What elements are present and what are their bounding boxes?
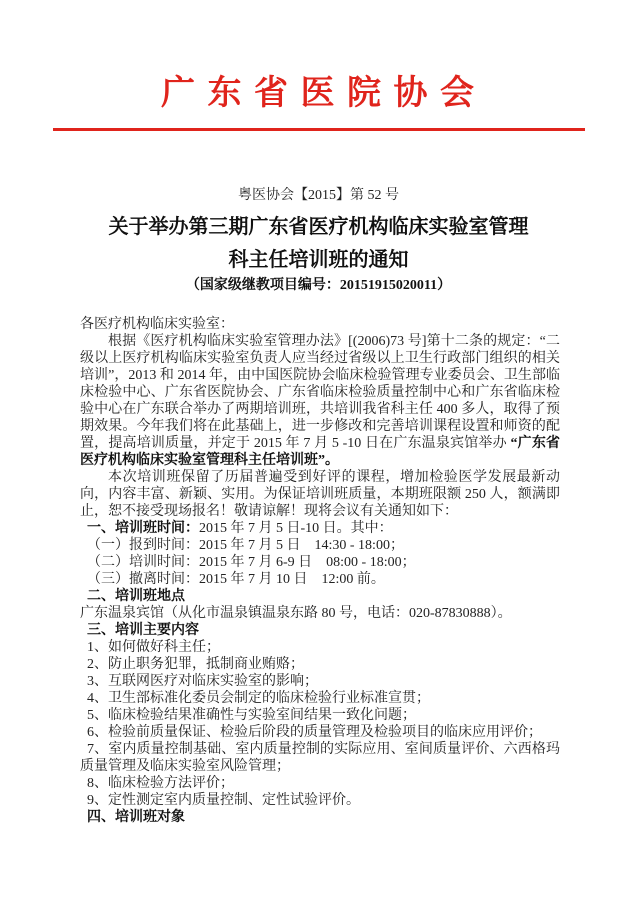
document-body	[80, 316, 560, 826]
section-3-item-1: 1、如何做好科主任；	[87, 640, 220, 655]
section-3-heading-text: 三、培训主要内容	[87, 623, 199, 638]
notice-title-line2: 科主任培训班的通知	[228, 249, 409, 271]
section-1-heading-line	[80, 520, 560, 537]
section-3-item-4: 4、卫生部标准化委员会制定的临床检验行业标准宣贯；	[87, 691, 430, 706]
section-4-heading	[80, 809, 560, 826]
section-3-item-7: 7、室内质量控制基础、室内质量控制的实际应用、室间质量评价、六西格玛质量管理及临床实验室风险管理；	[80, 742, 560, 774]
section-3-item-2: 2、防止职务犯罪，抵制商业贿赂；	[87, 657, 304, 672]
paragraph-2: 本次培训班保留了历届普遍受到好评的课程，增加检验医学发展最新动向，内容丰富、新颖、实用。为保证培训班质量，本期班限额 250 人，额满即止，恕不接受现场报名！敬请谅解！现将会议有关通知如下：	[80, 470, 560, 519]
section-4-heading-text: 四、培训班对象	[87, 810, 185, 825]
section-2-heading	[80, 588, 560, 605]
section-1-heading-rest: 2015 年 7 月 5 日-10 日。其中：	[199, 521, 393, 536]
section-1-item-departure: （三）撤离时间：2015 年 7 月 10 日 12:00 前。	[87, 572, 385, 587]
section-3-item-3: 3、互联网医疗对临床实验室的影响；	[87, 674, 318, 689]
section-1-item-checkin: （一）报到时间：2015 年 7 月 5 日 14:30 - 18:00；	[87, 538, 404, 553]
letterhead-divider	[53, 128, 585, 131]
section-2-venue: 广东温泉宾馆（从化市温泉镇温泉东路 80 号，电话：020-87830888）。	[80, 606, 512, 621]
section-1-item-training: （二）培训时间：2015 年 7 月 6-9 日 08:00 - 18:00；	[87, 555, 416, 570]
section-3-item-5: 5、临床检验结果准确性与实验室间结果一致化问题；	[87, 708, 416, 723]
section-3-heading	[80, 622, 560, 639]
salutation: 各医疗机构临床实验室：	[80, 317, 234, 332]
section-3-item-9: 9、定性测定室内质量控制、定性试验评价。	[87, 793, 360, 808]
section-3-item-8: 8、临床检验方法评价；	[87, 776, 234, 791]
letterhead-org-title: 广 东 省 医 院 协 会	[161, 75, 476, 112]
paragraph-1-text: 根据《医疗机构临床实验室管理办法》[(2006)73 号]第十二条的规定：“二级以上医疗机构临床实验室负责人应当经过省级以上卫生行政部门组织的相关培训”，2013 和 2014 年，由中国医院协会临床检验管理专业委员会、卫生部临床检验中心、广东省医院协会、广东省临床检验质量控制中心和广东省临床检验中心在广东联合举办了两期培训班，共培训我省科主任 400 多人，取得了预期效果。今年我们将在此基础上，进一步修改和完善培训课程设置和师资的配置，提高培训质量，并定于 2015 年 7 月 5 -10 日在广东温泉宾馆举办	[80, 334, 560, 451]
notice-title	[0, 211, 637, 277]
notice-title-line1: 关于举办第三期广东省医疗机构临床实验室管理	[108, 216, 529, 238]
document-number: 粤医协会【2015】第 52 号	[238, 188, 399, 203]
section-1-heading: 一、培训班时间：	[87, 521, 199, 536]
section-2-heading-text: 二、培训班地点	[87, 589, 185, 604]
section-3-item-6: 6、检验前质量保证、检验后阶段的质量管理及检验项目的临床应用评价；	[87, 725, 542, 740]
paragraph-1-bold-course-name: “广东省医疗机构临床实验室管理科主任培训班”。	[80, 436, 560, 468]
paragraph-1	[80, 333, 560, 469]
project-code: （国家级继教项目编号：20151915020011）	[185, 278, 452, 293]
